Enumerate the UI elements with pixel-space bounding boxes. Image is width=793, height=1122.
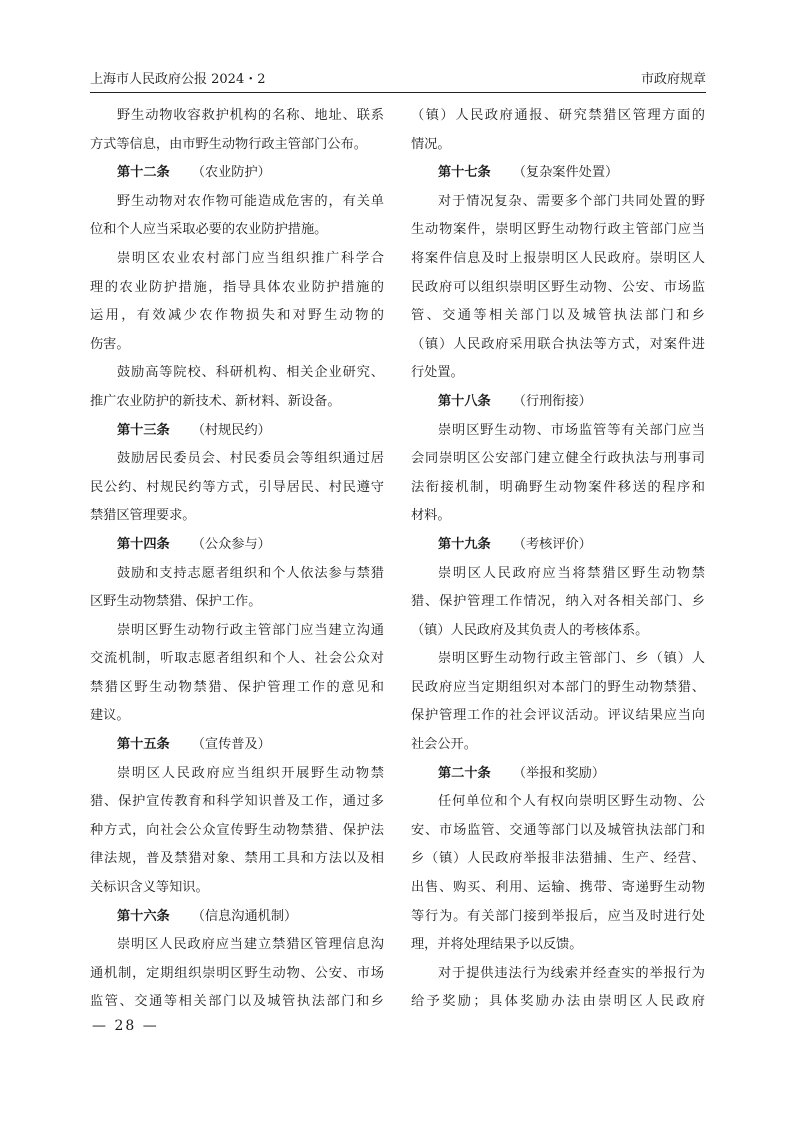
article-title: （举报和奖励）	[512, 765, 606, 781]
text-line: 律法规，普及禁猎对象、禁用工具和方法以及相	[90, 851, 384, 867]
article-heading	[411, 760, 705, 789]
text-line: 民政府应当定期组织对本部门的野生动物禁猎、	[411, 679, 705, 695]
article-heading	[90, 531, 384, 560]
text-line: 野生动物对农作物可能造成危害的，有关单	[117, 193, 384, 209]
text-line: 建议。	[90, 708, 130, 724]
right-column	[411, 102, 705, 1017]
article-number: 第二十条	[438, 765, 491, 781]
article-heading	[90, 731, 384, 760]
text-line: 对于提供违法行为线索并经查实的举报行为	[438, 965, 705, 981]
text-line: 鼓励居民委员会、村民委员会等组织通过居	[117, 451, 384, 467]
article-number: 第十七条	[438, 165, 491, 181]
text-line: 乡（镇）人民政府举报非法猎捕、生产、经营、	[411, 851, 705, 867]
text-line: 崇明区人民政府应当组织开展野生动物禁	[117, 765, 384, 781]
text-line: 种方式，向社会公众宣传野生动物禁猎、保护法	[90, 822, 384, 838]
article-heading	[411, 159, 705, 188]
article-title: （复杂案件处置）	[512, 165, 619, 181]
article-number: 第十八条	[438, 393, 491, 409]
text-line: （镇）人民政府采用联合执法等方式，对案件进	[411, 336, 705, 352]
text-line: 崇明区人民政府应当将禁猎区野生动物禁	[438, 565, 705, 581]
article-number: 第十九条	[438, 536, 491, 552]
text-line: 禁猎区野生动物禁猎、保护管理工作的意见和	[90, 679, 384, 695]
text-line: 监管、交通等相关部门以及城管执法部门和乡	[90, 994, 384, 1010]
text-line: 通机制，定期组织崇明区野生动物、公安、市场	[90, 965, 384, 981]
text-line: 出售、购买、利用、运输、携带、寄递野生动物	[411, 880, 705, 896]
text-line: 安、市场监管、交通等部门以及城管执法部门和	[411, 822, 705, 838]
text-line: 方式等信息，由市野生动物行政主管部门公布。	[90, 136, 367, 152]
article-heading	[90, 159, 384, 188]
text-line: 民政府可以组织崇明区野生动物、公安、市场监	[411, 279, 705, 295]
text-line: 位和个人应当采取必要的农业防护措施。	[90, 222, 328, 238]
text-line: 鼓励和支持志愿者组织和个人依法参与禁猎	[117, 565, 384, 581]
text-line: 法衔接机制，明确野生动物案件移送的程序和	[411, 479, 705, 495]
text-line: 崇明区野生动物、市场监管等有关部门应当	[438, 422, 705, 438]
text-line: 运用，有效减少农作物损失和对野生动物的	[90, 308, 384, 324]
text-line: 禁猎区管理要求。	[90, 508, 196, 524]
article-heading	[90, 417, 384, 446]
text-line: 理，并将处理结果予以反馈。	[411, 937, 583, 953]
article-title: （信息沟通机制）	[191, 908, 298, 924]
text-line: （镇）人民政府通报、研究禁猎区管理方面的	[411, 108, 705, 123]
text-line: 交流机制，听取志愿者组织和个人、社会公众对	[90, 651, 384, 667]
text-line: 对于情况复杂、需要多个部门共同处置的野	[438, 193, 705, 209]
article-number: 第十五条	[117, 737, 170, 753]
text-line: 情况。	[411, 136, 451, 152]
text-line: 保护管理工作的社会评议活动。评议结果应当向	[411, 708, 705, 724]
text-line: 崇明区农业农村部门应当组织推广科学合	[117, 250, 384, 266]
text-line: 生动物案件，崇明区野生动物行政主管部门应当	[411, 222, 705, 238]
running-header	[90, 64, 706, 93]
text-line: 关标识含义等知识。	[90, 880, 209, 896]
article-heading	[90, 903, 384, 932]
text-line: 区野生动物禁猎、保护工作。	[90, 594, 262, 610]
text-line: 任何单位和个人有权向崇明区野生动物、公	[438, 794, 705, 810]
article-title: （行刑衔接）	[512, 393, 592, 409]
text-line: 民公约、村规民约等方式，引导居民、村民遵守	[90, 479, 384, 495]
text-line: 野生动物收容救护机构的名称、地址、联系	[117, 108, 384, 123]
article-title: （宣传普及）	[191, 737, 271, 753]
text-line: 社会公开。	[411, 737, 477, 753]
section-title: 市政府规章	[640, 72, 706, 87]
text-line: 管、交通等相关部门以及城管执法部门和乡	[411, 308, 705, 324]
article-number: 第十二条	[117, 165, 170, 181]
article-title: （农业防护）	[191, 165, 271, 181]
text-line: 给予奖励；具体奖励办法由崇明区人民政府	[411, 994, 705, 1010]
text-line: 将案件信息及时上报崇明区人民政府。崇明区人	[411, 250, 705, 266]
text-line: 猎、保护宣传教育和科学知识普及工作，通过多	[90, 794, 384, 810]
text-line: 推广农业防护的新技术、新材料、新设备。	[90, 393, 341, 409]
journal-title: 上海市人民政府公报 2024・2	[90, 72, 266, 87]
text-line: 崇明区野生动物行政主管部门、乡（镇）人	[438, 651, 705, 667]
text-line: 材料。	[411, 508, 451, 524]
text-line: 鼓励高等院校、科研机构、相关企业研究、	[117, 365, 384, 381]
text-line: （镇）人民政府及其负责人的考核体系。	[411, 622, 649, 638]
article-title: （公众参与）	[191, 536, 271, 552]
text-line: 等行为。有关部门接到举报后，应当及时进行处	[411, 908, 705, 924]
text-line: 猎、保护管理工作情况，纳入对各相关部门、乡	[411, 594, 705, 610]
article-number: 第十四条	[117, 536, 170, 552]
text-line: 行处置。	[411, 365, 464, 381]
article-number: 第十六条	[117, 908, 170, 924]
text-line: 崇明区人民政府应当建立禁猎区管理信息沟	[117, 937, 384, 953]
text-line: 理的农业防护措施，指导具体农业防护措施的	[90, 279, 384, 295]
article-heading	[411, 388, 705, 417]
article-title: （考核评价）	[512, 536, 592, 552]
text-line: 崇明区野生动物行政主管部门应当建立沟通	[117, 622, 384, 638]
article-title: （村规民约）	[191, 422, 271, 438]
text-line: 伤害。	[90, 336, 130, 352]
article-number: 第十三条	[117, 422, 170, 438]
left-column	[90, 102, 384, 1017]
page-number: — 28 —	[92, 1018, 159, 1034]
text-line: 会同崇明区公安部门建立健全行政执法与刑事司	[411, 451, 705, 467]
article-heading	[411, 531, 705, 560]
